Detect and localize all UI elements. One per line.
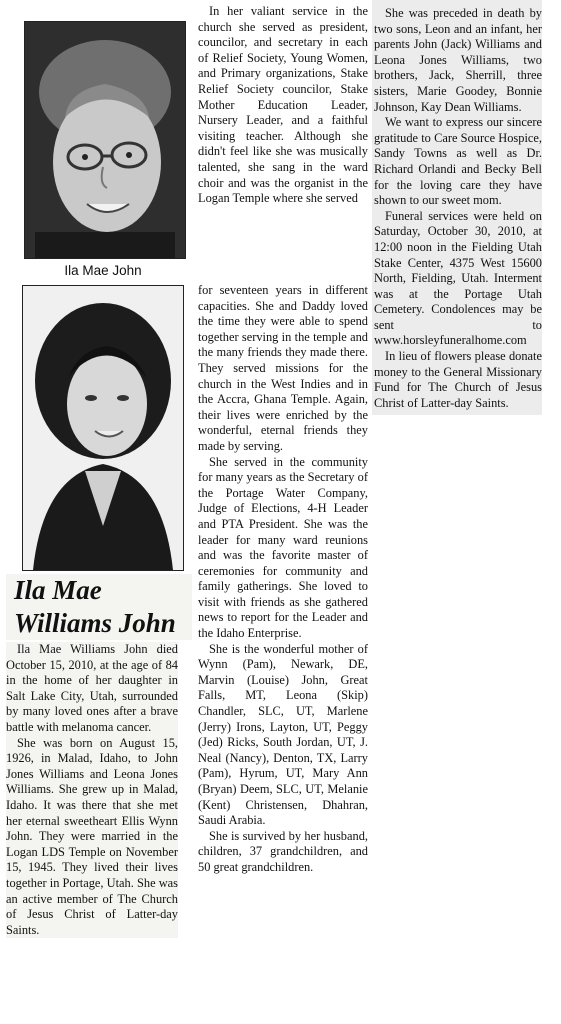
portrait-young-image (23, 286, 183, 570)
headline-line-2: Williams John (14, 608, 176, 638)
column-3 (372, 0, 542, 415)
paragraph: She was preceded in death by two sons, Leon and an infant, her parents John (Jack) Williams and Leona Jones Williams, two brothers, Jack, Sherrill, three sisters, Marie Goodey, Bonnie Johnson, Kay Dean Williams. (374, 6, 542, 114)
paragraph: Funeral services were held on Saturday, October 30, 2010, at 12:00 noon in the Fielding Utah Stake Center, 4375 West 15600 North, Fielding, Utah. Interment was at the Portage Utah Cemetery. Condolences may be sent to www.horsleyfuneralhome.com (374, 208, 542, 348)
paragraph: In her valiant service in the church she served as president, councilor, and secretary in each of Relief Society, Young Women, and Primary organizations, Stake Relief Society councilor, Stake Mother Education Leader, Nursery Leader, and a faithful visiting teacher. Although she didn't feel like she was musically talented, she sang in the ward choir and was the organist in the Logan Temple where she served (198, 4, 368, 206)
paragraph: She was born on August 15, 1926, in Malad, Idaho, to John Jones Williams and Leona Jones Williams. She grew up in Malad, Idaho. It was there that she met her eternal sweetheart Ellis Wynn John. They were married in the Logan LDS Temple on November 15, 1945. They lived their lives together in Portage, Utah. She was an active member of The Church of Jesus Christ of Latter-day Saints. (6, 735, 178, 937)
portrait-elderly-image (25, 22, 185, 258)
photo-caption: Ila Mae John (64, 263, 142, 278)
paragraph: for seventeen years in different capacities. She and Daddy loved the time they were able to spend together serving in the temple and the many friends they made there. They served missions for the church in the West Indies and in the Accra, Ghana Temple. Again, their lives were enriched by the wonderful, eternal friends they made by serving. (198, 283, 368, 453)
portrait-photo-young (22, 285, 184, 571)
paragraph: She served in the community for many years as the Secretary of the Portage Water Company, Judge of Elections, 4-H Leader and PTA President. She was the leader for many ward reunions and was the favorite master of ceremonies for community and family gatherings. She loved to visit with friends as she gathered news to report for the Leader and the Idaho Enterprise. (198, 454, 368, 641)
paragraph: She is the wonderful mother of Wynn (Pam), Newark, DE, Marvin (Louise) John, Great Falls, MT, Leona (Skip) Chandler, SLC, UT, Marlene (Jerry) Irons, Layton, UT, Peggy (Jed) Ricks, South Jordan, UT, J. Neal (Nancy), Denton, TX, Larry (Pam), Hyrum, UT, Mary Ann (Bryan) Deem, SLC, UT, Melanie (Kent) Christensen, Dhahran, Saudi Arabia. (198, 641, 368, 828)
paragraph: Ila Mae Williams John died October 15, 2010, at the age of 84 in the home of her daughter in Salt Lake City, Utah, surrounded by many loved ones after a brave battle with melanoma cancer. (6, 642, 178, 734)
paragraph: We want to express our sincere gratitude to Care Source Hospice, Sandy Towns as well as Dr. Richard Orlandi and Becky Bell for the loving care they have shown to our sweet mom. (374, 115, 542, 208)
portrait-photo-elderly (24, 21, 186, 259)
paragraph: In lieu of flowers please donate money to the General Missionary Fund for The Church of Jesus Christ of Latter-day Saints. (374, 349, 542, 410)
headline-line-1: Ila Mae (14, 575, 102, 605)
paragraph: She is survived by her husband, children, 37 grandchildren, and 50 great grandchildren. (198, 828, 368, 874)
column-1 (6, 642, 178, 938)
column-2-top (198, 4, 368, 207)
obituary-headline (6, 574, 192, 640)
column-2-bottom (198, 283, 368, 876)
